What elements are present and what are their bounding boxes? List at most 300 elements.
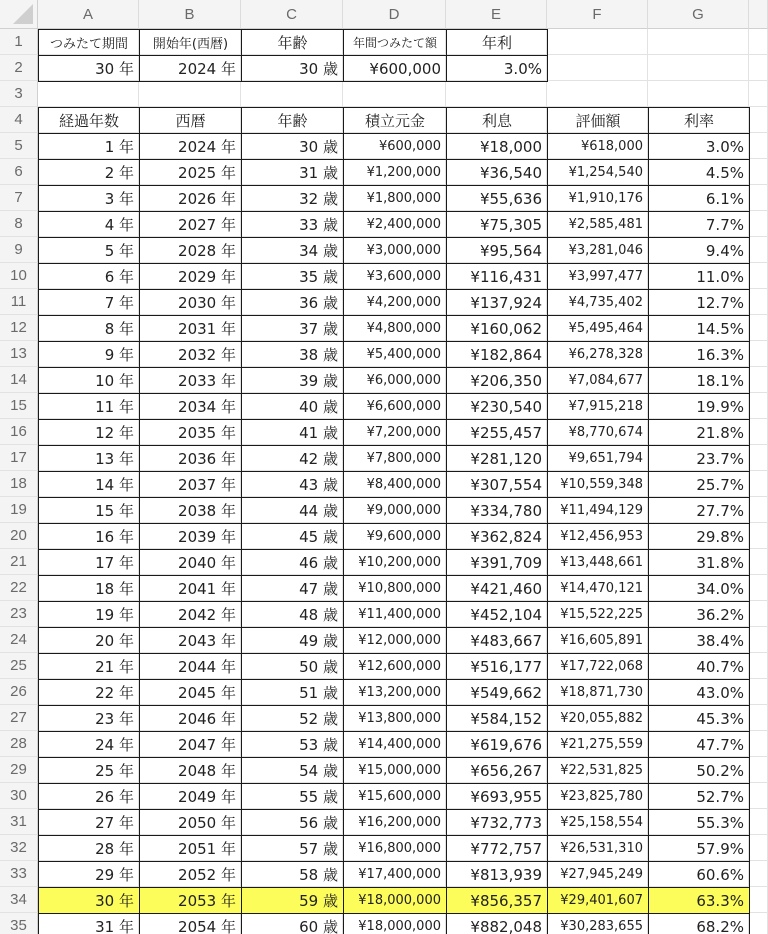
table-data-cell[interactable]: 42 歳 xyxy=(241,445,344,472)
table-header-cell[interactable]: 評価額 xyxy=(547,107,649,134)
table-data-cell[interactable]: 29 年 xyxy=(38,861,140,888)
settings-header-cell[interactable]: 開始年(西暦) xyxy=(139,29,242,56)
table-data-cell[interactable]: ¥856,357 xyxy=(446,887,548,914)
table-data-cell[interactable]: 2046 年 xyxy=(139,705,242,732)
table-data-cell[interactable]: 31 年 xyxy=(38,913,140,934)
table-data-cell[interactable]: ¥4,800,000 xyxy=(343,315,447,342)
row-header-6[interactable]: 6 xyxy=(0,159,38,185)
table-data-cell[interactable]: ¥619,676 xyxy=(446,731,548,758)
table-data-cell[interactable]: 2031 年 xyxy=(139,315,242,342)
empty-cell[interactable] xyxy=(749,419,768,445)
table-data-cell[interactable]: ¥732,773 xyxy=(446,809,548,836)
empty-cell[interactable] xyxy=(749,367,768,393)
table-data-cell[interactable]: ¥15,600,000 xyxy=(343,783,447,810)
table-data-cell[interactable]: ¥452,104 xyxy=(446,601,548,628)
row-header-2[interactable]: 2 xyxy=(0,55,38,81)
table-data-cell[interactable]: ¥13,200,000 xyxy=(343,679,447,706)
table-data-cell[interactable]: 47 歳 xyxy=(241,575,344,602)
table-data-cell[interactable]: ¥2,585,481 xyxy=(547,211,649,238)
table-header-cell[interactable]: 西暦 xyxy=(139,107,242,134)
table-header-cell[interactable]: 積立元金 xyxy=(343,107,447,134)
table-data-cell[interactable]: 2039 年 xyxy=(139,523,242,550)
row-header-34[interactable]: 34 xyxy=(0,887,38,913)
table-data-cell[interactable]: ¥656,267 xyxy=(446,757,548,784)
table-data-cell[interactable]: ¥9,600,000 xyxy=(343,523,447,550)
table-data-cell[interactable]: 47.7% xyxy=(648,731,750,758)
table-data-cell[interactable]: 30 年 xyxy=(38,887,140,914)
table-data-cell[interactable]: ¥17,722,068 xyxy=(547,653,649,680)
table-data-cell[interactable]: 24 年 xyxy=(38,731,140,758)
settings-header-cell[interactable]: 年間つみたて額 xyxy=(343,29,447,56)
row-header-18[interactable]: 18 xyxy=(0,471,38,497)
empty-cell[interactable] xyxy=(749,471,768,497)
table-data-cell[interactable]: 16.3% xyxy=(648,341,750,368)
table-data-cell[interactable]: ¥15,000,000 xyxy=(343,757,447,784)
row-header-14[interactable]: 14 xyxy=(0,367,38,393)
empty-cell[interactable] xyxy=(749,913,768,934)
table-data-cell[interactable]: ¥21,275,559 xyxy=(547,731,649,758)
table-data-cell[interactable]: 23.7% xyxy=(648,445,750,472)
table-data-cell[interactable]: 28 年 xyxy=(38,835,140,862)
empty-cell[interactable] xyxy=(749,757,768,783)
empty-cell[interactable] xyxy=(749,211,768,237)
table-data-cell[interactable]: ¥6,278,328 xyxy=(547,341,649,368)
row-header-1[interactable]: 1 xyxy=(0,29,38,55)
table-data-cell[interactable]: 53 歳 xyxy=(241,731,344,758)
table-data-cell[interactable]: 2050 年 xyxy=(139,809,242,836)
table-data-cell[interactable]: 50.2% xyxy=(648,757,750,784)
table-data-cell[interactable]: 57 歳 xyxy=(241,835,344,862)
empty-cell[interactable] xyxy=(749,549,768,575)
table-data-cell[interactable]: 18 年 xyxy=(38,575,140,602)
row-header-11[interactable]: 11 xyxy=(0,289,38,315)
table-data-cell[interactable]: 9 年 xyxy=(38,341,140,368)
table-data-cell[interactable]: ¥14,400,000 xyxy=(343,731,447,758)
empty-cell[interactable] xyxy=(749,159,768,185)
table-data-cell[interactable]: ¥7,915,218 xyxy=(547,393,649,420)
row-header-26[interactable]: 26 xyxy=(0,679,38,705)
table-data-cell[interactable]: ¥334,780 xyxy=(446,497,548,524)
empty-cell[interactable] xyxy=(648,81,749,107)
table-data-cell[interactable]: ¥3,000,000 xyxy=(343,237,447,264)
table-data-cell[interactable]: 37 歳 xyxy=(241,315,344,342)
table-data-cell[interactable]: 57.9% xyxy=(648,835,750,862)
column-header-b[interactable]: B xyxy=(139,0,241,29)
row-header-28[interactable]: 28 xyxy=(0,731,38,757)
empty-cell[interactable] xyxy=(749,653,768,679)
table-data-cell[interactable]: ¥23,825,780 xyxy=(547,783,649,810)
table-data-cell[interactable]: 60 歳 xyxy=(241,913,344,934)
row-header-27[interactable]: 27 xyxy=(0,705,38,731)
table-data-cell[interactable]: ¥2,400,000 xyxy=(343,211,447,238)
table-data-cell[interactable]: ¥10,200,000 xyxy=(343,549,447,576)
table-data-cell[interactable]: ¥12,600,000 xyxy=(343,653,447,680)
table-data-cell[interactable]: ¥18,000 xyxy=(446,133,548,160)
table-data-cell[interactable]: 7 年 xyxy=(38,289,140,316)
table-data-cell[interactable]: ¥362,824 xyxy=(446,523,548,550)
row-header-32[interactable]: 32 xyxy=(0,835,38,861)
settings-value-cell[interactable]: ¥600,000 xyxy=(343,55,447,82)
table-data-cell[interactable]: 2040 年 xyxy=(139,549,242,576)
table-data-cell[interactable]: ¥1,910,176 xyxy=(547,185,649,212)
table-data-cell[interactable]: 27.7% xyxy=(648,497,750,524)
row-header-15[interactable]: 15 xyxy=(0,393,38,419)
table-data-cell[interactable]: ¥3,281,046 xyxy=(547,237,649,264)
table-data-cell[interactable]: 30 歳 xyxy=(241,133,344,160)
row-header-9[interactable]: 9 xyxy=(0,237,38,263)
table-data-cell[interactable]: 43.0% xyxy=(648,679,750,706)
table-data-cell[interactable]: ¥4,735,402 xyxy=(547,289,649,316)
table-data-cell[interactable]: 46 歳 xyxy=(241,549,344,576)
empty-cell[interactable] xyxy=(749,523,768,549)
table-data-cell[interactable]: 2029 年 xyxy=(139,263,242,290)
empty-cell[interactable] xyxy=(749,55,768,81)
settings-value-cell[interactable]: 2024 年 xyxy=(139,55,242,82)
select-all-corner[interactable] xyxy=(0,0,38,29)
table-data-cell[interactable]: 2042 年 xyxy=(139,601,242,628)
table-data-cell[interactable]: 8 年 xyxy=(38,315,140,342)
table-data-cell[interactable]: 2034 年 xyxy=(139,393,242,420)
settings-value-cell[interactable]: 30 歳 xyxy=(241,55,344,82)
empty-cell[interactable] xyxy=(749,575,768,601)
table-data-cell[interactable]: 43 歳 xyxy=(241,471,344,498)
column-header-g[interactable]: G xyxy=(648,0,749,29)
table-data-cell[interactable]: 55.3% xyxy=(648,809,750,836)
table-data-cell[interactable]: ¥307,554 xyxy=(446,471,548,498)
table-data-cell[interactable]: 38 歳 xyxy=(241,341,344,368)
table-data-cell[interactable]: ¥5,495,464 xyxy=(547,315,649,342)
row-header-31[interactable]: 31 xyxy=(0,809,38,835)
column-header-e[interactable]: E xyxy=(446,0,547,29)
table-data-cell[interactable]: 21.8% xyxy=(648,419,750,446)
row-header-21[interactable]: 21 xyxy=(0,549,38,575)
table-data-cell[interactable]: 48 歳 xyxy=(241,601,344,628)
settings-header-cell[interactable]: 年利 xyxy=(446,29,548,56)
row-header-19[interactable]: 19 xyxy=(0,497,38,523)
table-data-cell[interactable]: 44 歳 xyxy=(241,497,344,524)
table-data-cell[interactable]: 51 歳 xyxy=(241,679,344,706)
empty-cell[interactable] xyxy=(749,341,768,367)
table-data-cell[interactable]: 11 年 xyxy=(38,393,140,420)
table-data-cell[interactable]: ¥95,564 xyxy=(446,237,548,264)
table-data-cell[interactable]: 2043 年 xyxy=(139,627,242,654)
table-data-cell[interactable]: ¥255,457 xyxy=(446,419,548,446)
table-data-cell[interactable]: ¥693,955 xyxy=(446,783,548,810)
table-data-cell[interactable]: 49 歳 xyxy=(241,627,344,654)
table-data-cell[interactable]: 2051 年 xyxy=(139,835,242,862)
table-data-cell[interactable]: ¥9,651,794 xyxy=(547,445,649,472)
table-data-cell[interactable]: ¥27,945,249 xyxy=(547,861,649,888)
table-data-cell[interactable]: 22 年 xyxy=(38,679,140,706)
table-data-cell[interactable]: 2028 年 xyxy=(139,237,242,264)
table-data-cell[interactable]: 12.7% xyxy=(648,289,750,316)
empty-cell[interactable] xyxy=(749,393,768,419)
table-data-cell[interactable]: ¥17,400,000 xyxy=(343,861,447,888)
table-data-cell[interactable]: 3.0% xyxy=(648,133,750,160)
table-data-cell[interactable]: ¥8,770,674 xyxy=(547,419,649,446)
settings-header-cell[interactable]: つみたて期間 xyxy=(38,29,140,56)
table-data-cell[interactable]: 13 年 xyxy=(38,445,140,472)
table-data-cell[interactable]: ¥10,800,000 xyxy=(343,575,447,602)
table-data-cell[interactable]: 59 歳 xyxy=(241,887,344,914)
table-data-cell[interactable]: ¥600,000 xyxy=(343,133,447,160)
table-data-cell[interactable]: ¥391,709 xyxy=(446,549,548,576)
row-header-8[interactable]: 8 xyxy=(0,211,38,237)
table-data-cell[interactable]: ¥584,152 xyxy=(446,705,548,732)
table-header-cell[interactable]: 利息 xyxy=(446,107,548,134)
table-data-cell[interactable]: ¥30,283,655 xyxy=(547,913,649,934)
table-data-cell[interactable]: ¥14,470,121 xyxy=(547,575,649,602)
table-data-cell[interactable]: ¥1,800,000 xyxy=(343,185,447,212)
table-data-cell[interactable]: ¥36,540 xyxy=(446,159,548,186)
table-data-cell[interactable]: 16 年 xyxy=(38,523,140,550)
table-data-cell[interactable]: ¥772,757 xyxy=(446,835,548,862)
table-data-cell[interactable]: 68.2% xyxy=(648,913,750,934)
table-data-cell[interactable]: ¥10,559,348 xyxy=(547,471,649,498)
empty-cell[interactable] xyxy=(749,679,768,705)
table-data-cell[interactable]: 18.1% xyxy=(648,367,750,394)
table-data-cell[interactable]: ¥549,662 xyxy=(446,679,548,706)
table-data-cell[interactable]: 2036 年 xyxy=(139,445,242,472)
table-data-cell[interactable]: 1 年 xyxy=(38,133,140,160)
table-data-cell[interactable]: 2025 年 xyxy=(139,159,242,186)
table-data-cell[interactable]: 2037 年 xyxy=(139,471,242,498)
table-data-cell[interactable]: 31 歳 xyxy=(241,159,344,186)
row-header-25[interactable]: 25 xyxy=(0,653,38,679)
table-data-cell[interactable]: 36 歳 xyxy=(241,289,344,316)
table-data-cell[interactable]: 2035 年 xyxy=(139,419,242,446)
empty-cell[interactable] xyxy=(749,445,768,471)
table-data-cell[interactable]: ¥16,605,891 xyxy=(547,627,649,654)
row-header-30[interactable]: 30 xyxy=(0,783,38,809)
table-data-cell[interactable]: 2049 年 xyxy=(139,783,242,810)
table-data-cell[interactable]: ¥18,000,000 xyxy=(343,913,447,934)
table-data-cell[interactable]: ¥1,254,540 xyxy=(547,159,649,186)
empty-cell[interactable] xyxy=(749,81,768,107)
table-data-cell[interactable]: 32 歳 xyxy=(241,185,344,212)
empty-cell[interactable] xyxy=(749,809,768,835)
table-data-cell[interactable]: 38.4% xyxy=(648,627,750,654)
table-data-cell[interactable]: 2038 年 xyxy=(139,497,242,524)
empty-cell[interactable] xyxy=(547,81,648,107)
table-data-cell[interactable]: 63.3% xyxy=(648,887,750,914)
row-header-17[interactable]: 17 xyxy=(0,445,38,471)
empty-cell[interactable] xyxy=(749,783,768,809)
table-data-cell[interactable]: ¥20,055,882 xyxy=(547,705,649,732)
table-data-cell[interactable]: 3 年 xyxy=(38,185,140,212)
table-data-cell[interactable]: 58 歳 xyxy=(241,861,344,888)
table-data-cell[interactable]: 2054 年 xyxy=(139,913,242,934)
empty-cell[interactable] xyxy=(38,81,139,107)
table-data-cell[interactable]: 41 歳 xyxy=(241,419,344,446)
table-data-cell[interactable]: ¥16,200,000 xyxy=(343,809,447,836)
table-data-cell[interactable]: 25.7% xyxy=(648,471,750,498)
table-data-cell[interactable]: ¥11,494,129 xyxy=(547,497,649,524)
empty-cell[interactable] xyxy=(749,133,768,159)
table-data-cell[interactable]: ¥421,460 xyxy=(446,575,548,602)
column-header-d[interactable]: D xyxy=(343,0,446,29)
settings-header-cell[interactable]: 年齢 xyxy=(241,29,344,56)
column-header-f[interactable]: F xyxy=(547,0,648,29)
table-data-cell[interactable]: 20 年 xyxy=(38,627,140,654)
empty-cell[interactable] xyxy=(446,81,547,107)
table-data-cell[interactable]: ¥26,531,310 xyxy=(547,835,649,862)
table-data-cell[interactable]: ¥13,800,000 xyxy=(343,705,447,732)
table-data-cell[interactable]: ¥9,000,000 xyxy=(343,497,447,524)
empty-cell[interactable] xyxy=(749,289,768,315)
table-data-cell[interactable]: ¥160,062 xyxy=(446,315,548,342)
empty-cell[interactable] xyxy=(749,107,768,133)
table-data-cell[interactable]: 2053 年 xyxy=(139,887,242,914)
table-data-cell[interactable]: 2030 年 xyxy=(139,289,242,316)
table-data-cell[interactable]: ¥22,531,825 xyxy=(547,757,649,784)
row-header-29[interactable]: 29 xyxy=(0,757,38,783)
table-data-cell[interactable]: ¥1,200,000 xyxy=(343,159,447,186)
table-data-cell[interactable]: 21 年 xyxy=(38,653,140,680)
table-data-cell[interactable]: 2026 年 xyxy=(139,185,242,212)
table-data-cell[interactable]: ¥182,864 xyxy=(446,341,548,368)
table-data-cell[interactable]: ¥18,000,000 xyxy=(343,887,447,914)
empty-cell[interactable] xyxy=(749,29,768,55)
table-data-cell[interactable]: 39 歳 xyxy=(241,367,344,394)
table-data-cell[interactable]: 4.5% xyxy=(648,159,750,186)
table-data-cell[interactable]: 6 年 xyxy=(38,263,140,290)
table-data-cell[interactable]: 12 年 xyxy=(38,419,140,446)
table-data-cell[interactable]: ¥55,636 xyxy=(446,185,548,212)
empty-cell[interactable] xyxy=(749,731,768,757)
table-data-cell[interactable]: ¥3,600,000 xyxy=(343,263,447,290)
table-data-cell[interactable]: ¥12,000,000 xyxy=(343,627,447,654)
table-header-cell[interactable]: 経過年数 xyxy=(38,107,140,134)
empty-cell[interactable] xyxy=(749,237,768,263)
table-data-cell[interactable]: ¥5,400,000 xyxy=(343,341,447,368)
table-data-cell[interactable]: ¥6,600,000 xyxy=(343,393,447,420)
table-data-cell[interactable]: 10 年 xyxy=(38,367,140,394)
table-data-cell[interactable]: 34 歳 xyxy=(241,237,344,264)
table-data-cell[interactable]: 14.5% xyxy=(648,315,750,342)
empty-cell[interactable] xyxy=(749,627,768,653)
table-data-cell[interactable]: ¥618,000 xyxy=(547,133,649,160)
settings-value-cell[interactable]: 30 年 xyxy=(38,55,140,82)
table-data-cell[interactable]: 14 年 xyxy=(38,471,140,498)
table-data-cell[interactable]: 40.7% xyxy=(648,653,750,680)
table-data-cell[interactable]: ¥12,456,953 xyxy=(547,523,649,550)
table-data-cell[interactable]: ¥206,350 xyxy=(446,367,548,394)
table-data-cell[interactable]: ¥75,305 xyxy=(446,211,548,238)
row-header-4[interactable]: 4 xyxy=(0,107,38,133)
table-data-cell[interactable]: 9.4% xyxy=(648,237,750,264)
table-data-cell[interactable]: ¥7,200,000 xyxy=(343,419,447,446)
table-data-cell[interactable]: 2 年 xyxy=(38,159,140,186)
table-data-cell[interactable]: ¥137,924 xyxy=(446,289,548,316)
table-data-cell[interactable]: ¥8,400,000 xyxy=(343,471,447,498)
table-data-cell[interactable]: 2052 年 xyxy=(139,861,242,888)
table-data-cell[interactable]: 27 年 xyxy=(38,809,140,836)
table-data-cell[interactable]: 11.0% xyxy=(648,263,750,290)
table-data-cell[interactable]: ¥230,540 xyxy=(446,393,548,420)
table-data-cell[interactable]: 54 歳 xyxy=(241,757,344,784)
table-data-cell[interactable]: ¥116,431 xyxy=(446,263,548,290)
table-data-cell[interactable]: 50 歳 xyxy=(241,653,344,680)
table-data-cell[interactable]: 40 歳 xyxy=(241,393,344,420)
empty-cell[interactable] xyxy=(547,55,648,81)
row-header-3[interactable]: 3 xyxy=(0,81,38,107)
table-data-cell[interactable]: 2047 年 xyxy=(139,731,242,758)
table-data-cell[interactable]: 60.6% xyxy=(648,861,750,888)
empty-cell[interactable] xyxy=(749,315,768,341)
table-data-cell[interactable]: 2048 年 xyxy=(139,757,242,784)
table-data-cell[interactable]: 2041 年 xyxy=(139,575,242,602)
table-data-cell[interactable]: ¥16,800,000 xyxy=(343,835,447,862)
empty-cell[interactable] xyxy=(648,29,749,55)
table-data-cell[interactable]: 35 歳 xyxy=(241,263,344,290)
table-data-cell[interactable]: 2044 年 xyxy=(139,653,242,680)
table-data-cell[interactable]: 4 年 xyxy=(38,211,140,238)
table-data-cell[interactable]: 31.8% xyxy=(648,549,750,576)
settings-value-cell[interactable]: 3.0% xyxy=(446,55,548,82)
table-data-cell[interactable]: ¥6,000,000 xyxy=(343,367,447,394)
table-data-cell[interactable]: 2032 年 xyxy=(139,341,242,368)
table-data-cell[interactable]: ¥29,401,607 xyxy=(547,887,649,914)
table-data-cell[interactable]: ¥7,084,677 xyxy=(547,367,649,394)
table-data-cell[interactable]: 56 歳 xyxy=(241,809,344,836)
row-header-5[interactable]: 5 xyxy=(0,133,38,159)
row-header-13[interactable]: 13 xyxy=(0,341,38,367)
table-data-cell[interactable]: 19 年 xyxy=(38,601,140,628)
row-header-16[interactable]: 16 xyxy=(0,419,38,445)
table-data-cell[interactable]: 52.7% xyxy=(648,783,750,810)
empty-cell[interactable] xyxy=(749,705,768,731)
table-data-cell[interactable]: ¥882,048 xyxy=(446,913,548,934)
table-data-cell[interactable]: 2045 年 xyxy=(139,679,242,706)
empty-cell[interactable] xyxy=(749,861,768,887)
table-data-cell[interactable]: 5 年 xyxy=(38,237,140,264)
empty-cell[interactable] xyxy=(648,55,749,81)
row-header-12[interactable]: 12 xyxy=(0,315,38,341)
table-data-cell[interactable]: 17 年 xyxy=(38,549,140,576)
row-header-20[interactable]: 20 xyxy=(0,523,38,549)
table-data-cell[interactable]: 33 歳 xyxy=(241,211,344,238)
table-data-cell[interactable]: ¥18,871,730 xyxy=(547,679,649,706)
empty-cell[interactable] xyxy=(749,185,768,211)
empty-cell[interactable] xyxy=(749,497,768,523)
table-data-cell[interactable]: 52 歳 xyxy=(241,705,344,732)
table-data-cell[interactable]: ¥13,448,661 xyxy=(547,549,649,576)
table-data-cell[interactable]: 2024 年 xyxy=(139,133,242,160)
row-header-22[interactable]: 22 xyxy=(0,575,38,601)
empty-cell[interactable] xyxy=(749,887,768,913)
row-header-23[interactable]: 23 xyxy=(0,601,38,627)
empty-cell[interactable] xyxy=(241,81,343,107)
row-header-33[interactable]: 33 xyxy=(0,861,38,887)
column-header-a[interactable]: A xyxy=(38,0,139,29)
table-data-cell[interactable]: 36.2% xyxy=(648,601,750,628)
table-data-cell[interactable]: ¥281,120 xyxy=(446,445,548,472)
table-data-cell[interactable]: 15 年 xyxy=(38,497,140,524)
table-data-cell[interactable]: 26 年 xyxy=(38,783,140,810)
table-data-cell[interactable]: ¥516,177 xyxy=(446,653,548,680)
table-data-cell[interactable]: 45.3% xyxy=(648,705,750,732)
empty-cell[interactable] xyxy=(749,835,768,861)
empty-cell[interactable] xyxy=(749,601,768,627)
table-data-cell[interactable]: 6.1% xyxy=(648,185,750,212)
empty-cell[interactable] xyxy=(547,29,648,55)
column-header-c[interactable]: C xyxy=(241,0,343,29)
table-data-cell[interactable]: ¥4,200,000 xyxy=(343,289,447,316)
table-data-cell[interactable]: 25 年 xyxy=(38,757,140,784)
table-header-cell[interactable]: 利率 xyxy=(648,107,750,134)
table-data-cell[interactable]: ¥483,667 xyxy=(446,627,548,654)
